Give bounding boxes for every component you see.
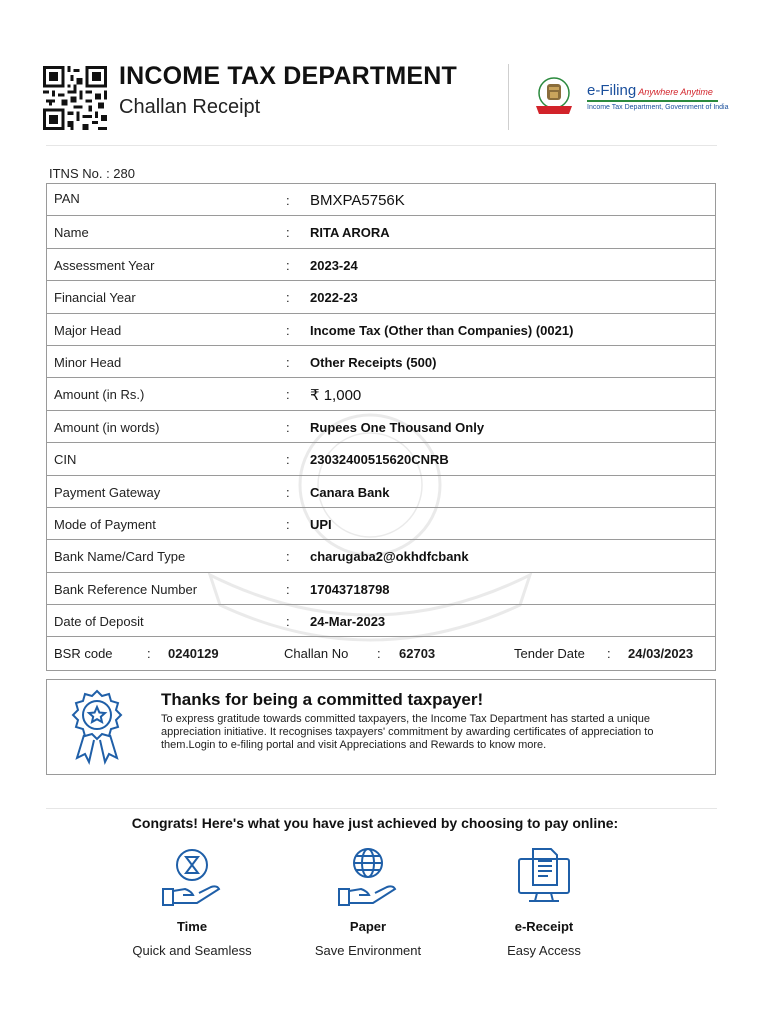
amount-value: ₹ 1,000 — [310, 387, 362, 405]
benefit-subtitle: Save Environment — [314, 943, 422, 958]
page-title: Challan Receipt — [119, 96, 261, 118]
row-label: Financial Year — [54, 290, 136, 306]
bank-name-value: charugaba2@okhdfcbank — [310, 549, 469, 565]
tender-date-label: Tender Date — [514, 646, 585, 662]
computer-document-icon — [513, 845, 575, 909]
thanks-box — [46, 679, 716, 775]
amount-words-value: Rupees One Thousand Only — [310, 419, 485, 435]
row-colon: : — [286, 614, 290, 630]
award-badge-icon — [65, 688, 129, 768]
date-of-deposit-value: 24-Mar-2023 — [310, 614, 386, 630]
row-label: Payment Gateway — [54, 484, 161, 500]
table-row-name — [47, 216, 715, 248]
major-head-value: Income Tax (Other than Companies) (0021) — [310, 322, 574, 338]
table-row-payment-gateway — [47, 476, 715, 508]
benefit-title: Time — [176, 919, 208, 934]
header-divider — [508, 64, 509, 130]
row-colon: : — [286, 322, 290, 338]
table-row-assessment-year — [47, 249, 715, 281]
challan-value: 62703 — [399, 646, 436, 662]
row-label: Minor Head — [54, 354, 122, 370]
national-emblem-icon — [532, 76, 576, 118]
efiling-brand: e-Filing — [587, 82, 637, 99]
bsr-value: 0240129 — [168, 646, 219, 662]
benefit-title: e-Receipt — [514, 919, 574, 934]
receipt-header — [43, 62, 729, 134]
benefit-ereceipt — [469, 845, 619, 958]
benefit-paper — [293, 845, 443, 958]
table-row-major-head — [47, 314, 715, 346]
header-separator — [46, 145, 717, 146]
row-colon: : — [286, 387, 290, 403]
row-colon: : — [286, 452, 290, 468]
benefit-subtitle: Easy Access — [507, 943, 581, 958]
table-row-financial-year — [47, 281, 715, 313]
thanks-title: Thanks for being a committed taxpayer! — [161, 690, 484, 709]
financial-year-value: 2022-23 — [310, 290, 358, 306]
table-row-minor-head — [47, 346, 715, 378]
congrats-heading: Congrats! Here's what you have just achieved by choosing to pay online: — [131, 815, 619, 831]
row-colon: : — [377, 646, 381, 662]
itns-number: ITNS No. : 280 — [49, 166, 135, 181]
bank-reference-value: 17043718798 — [310, 581, 390, 597]
table-row-bsr — [47, 637, 715, 669]
challan-label: Challan No — [284, 646, 349, 662]
table-row-cin — [47, 443, 715, 475]
row-label: Bank Reference Number — [54, 581, 198, 597]
table-row-mode-of-payment — [47, 508, 715, 540]
efiling-tagline: Anywhere Anytime — [638, 87, 713, 97]
row-colon: : — [286, 516, 290, 532]
name-value: RITA ARORA — [310, 225, 390, 241]
bsr-label: BSR code — [54, 646, 113, 662]
row-label: Date of Deposit — [54, 614, 144, 630]
tender-date-value: 24/03/2023 — [628, 646, 694, 662]
department-title: INCOME TAX DEPARTMENT — [119, 62, 457, 90]
table-row-pan — [47, 184, 715, 216]
efiling-logo — [587, 82, 713, 99]
efiling-subtitle: Income Tax Department, Government of India — [587, 104, 729, 111]
benefit-time — [117, 845, 267, 958]
row-label: Name — [54, 225, 89, 241]
mode-of-payment-value: UPI — [310, 516, 332, 532]
assessment-year-value: 2023-24 — [310, 257, 358, 273]
row-colon: : — [286, 257, 290, 273]
row-colon: : — [607, 646, 611, 662]
table-row-amount — [47, 378, 715, 410]
hourglass-hand-icon — [161, 845, 223, 909]
table-row-bank-reference — [47, 573, 715, 605]
benefit-title: Paper — [349, 919, 387, 934]
row-colon: : — [286, 484, 290, 500]
qr-code-icon — [43, 66, 107, 130]
table-row-date-of-deposit — [47, 605, 715, 637]
row-colon: : — [286, 419, 290, 435]
row-label: PAN — [54, 191, 80, 206]
row-label: Major Head — [54, 322, 122, 338]
row-colon: : — [286, 354, 290, 370]
row-label: CIN — [54, 452, 77, 468]
row-colon: : — [147, 646, 151, 662]
table-row-bank-name — [47, 540, 715, 572]
challan-details-table — [46, 183, 716, 671]
row-label: Mode of Payment — [54, 516, 156, 532]
row-colon: : — [286, 581, 290, 597]
payment-gateway-value: Canara Bank — [310, 484, 390, 500]
efiling-underline — [587, 100, 718, 102]
row-label: Amount (in words) — [54, 419, 160, 435]
row-label: Amount (in Rs.) — [54, 387, 145, 403]
globe-hand-icon — [337, 845, 399, 909]
cin-value: 23032400515620CNRB — [310, 452, 449, 468]
benefit-subtitle: Quick and Seamless — [132, 943, 252, 958]
row-label: Bank Name/Card Type — [54, 549, 186, 565]
thanks-body: To express gratitude towards committed taxpayers, the Income Tax Department has started a unique appreciation initiative. It recognises taxpayers' commitment by awarding certificates of appreciation to them.Login to e-filing portal and visit Appreciations and Rewards to know more. — [161, 713, 654, 751]
row-label: Assessment Year — [54, 257, 155, 273]
row-colon: : — [286, 290, 290, 306]
minor-head-value: Other Receipts (500) — [310, 354, 437, 370]
row-colon: : — [286, 193, 290, 208]
row-colon: : — [286, 225, 290, 241]
table-row-amount-words — [47, 411, 715, 443]
section-separator — [46, 808, 717, 809]
row-colon: : — [286, 549, 290, 565]
pan-value: BMXPA5756K — [310, 192, 405, 209]
